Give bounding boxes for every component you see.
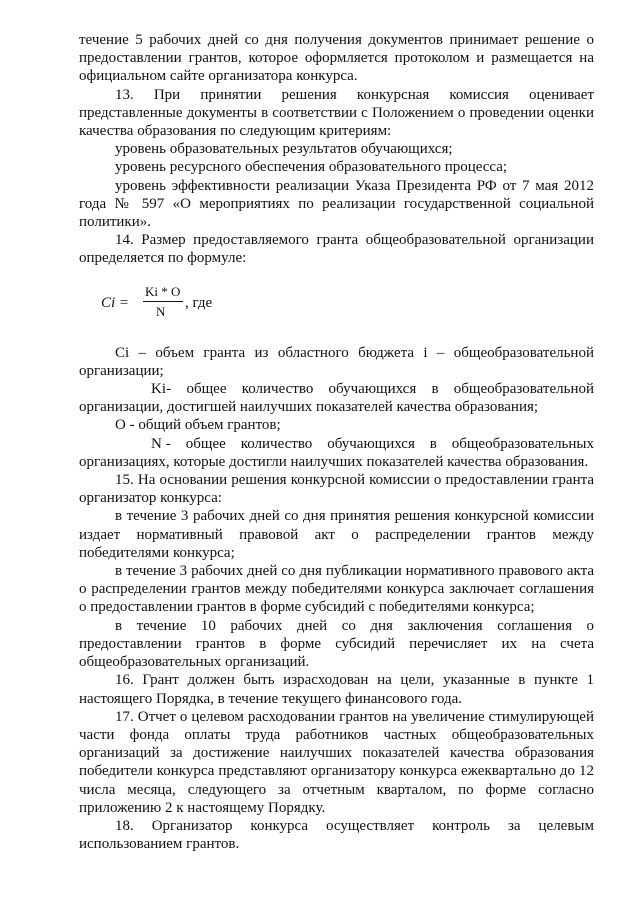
definition-o: О - общий объем грантов;: [115, 417, 281, 434]
paragraph-14: 14. Размер предоставляемого гранта общеобразовательной организации определяется по формуле:: [79, 232, 594, 267]
paragraph-15-item-1: в течение 3 рабочих дней со дня принятия решения конкурсной комиссии издает нормативный правовой акт о распределении грантов между победителями конкурса;: [79, 508, 594, 561]
definition-n-text: - общее количество обучающихся в общеобразовательных организациях, которые достигли наилучших показателей качества образования.: [79, 435, 595, 470]
paragraph-15: 15. На основании решения конкурсной комиссии о предоставлении гранта организатор конкурса:: [79, 472, 594, 507]
grant-formula: [79, 278, 594, 332]
paragraph-15-item-3: в течение 10 рабочих дней со дня заключения соглашения о предоставлении грантов в форме субсидий перечисляет их на счета общеобразовательных организаций.: [79, 617, 594, 671]
definition-ki: [79, 380, 594, 416]
paragraph-17: 17. Отчет о целевом расходовании грантов на увеличение стимулирующей части фонда оплаты труда работников частных общеобразовательных организаций за достижение наилучших показателей качества образования победители конкурса представляют организатору конкурса ежеквартально до 12 числа месяца, следующего за отчетным кварталом, по форме согласно приложению 2 к настоящему Порядку.: [79, 708, 594, 816]
definition-ki-label: Ki: [151, 381, 166, 398]
definition-ci: Ci – объем гранта из областного бюджета i – общеобразовательной организации;: [79, 344, 594, 379]
formula-numerator: Ki * O: [145, 283, 181, 299]
formula-denominator: N: [156, 303, 166, 319]
paragraph-16: 16. Грант должен быть израсходован на цели, указанные в пункте 1 настоящего Порядка, в течение текущего финансового года.: [79, 672, 594, 707]
criterion-1: уровень образовательных результатов обучающихся;: [115, 141, 453, 158]
definition-n: [79, 435, 594, 471]
definition-n-label: N: [151, 435, 162, 452]
criterion-2: уровень ресурсного обеспечения образовательного процесса;: [115, 159, 508, 176]
document-page: [79, 31, 594, 853]
criterion-3: уровень эффективности реализации Указа Президента РФ от 7 мая 2012 года № 597 «О мероприятиях по реализации государственной социальной политики».: [79, 177, 594, 231]
fraction-bar: [143, 301, 183, 302]
formula-tail: , где: [185, 294, 213, 311]
paragraph-intro: течение 5 рабочих дней со дня получения документов принимает решение о предоставлении грантов, которое оформляется протоколом и размещается на официальном сайте организатора конкурса.: [79, 32, 594, 85]
paragraph-13: 13. При принятии решения конкурсная комиссия оценивает представленные документы в соответствии с Положением о проведении оценки качества образования по следующим критериям:: [79, 86, 594, 140]
paragraph-18: 18. Организатор конкурса осуществляет контроль за целевым использованием грантов.: [79, 817, 594, 853]
definition-ki-text: - общее количество обучающихся в общеобразовательной организации, достигшей наилучших показателей качества образования;: [79, 381, 595, 416]
paragraph-15-item-2: в течение 3 рабочих дней со дня публикации нормативного правового акта о распределении грантов между победителями конкурса заключает соглашения о предоставлении грантов в форме субсидий с победителями конкурса;: [79, 563, 594, 616]
formula-lhs: Ci =: [101, 294, 130, 311]
